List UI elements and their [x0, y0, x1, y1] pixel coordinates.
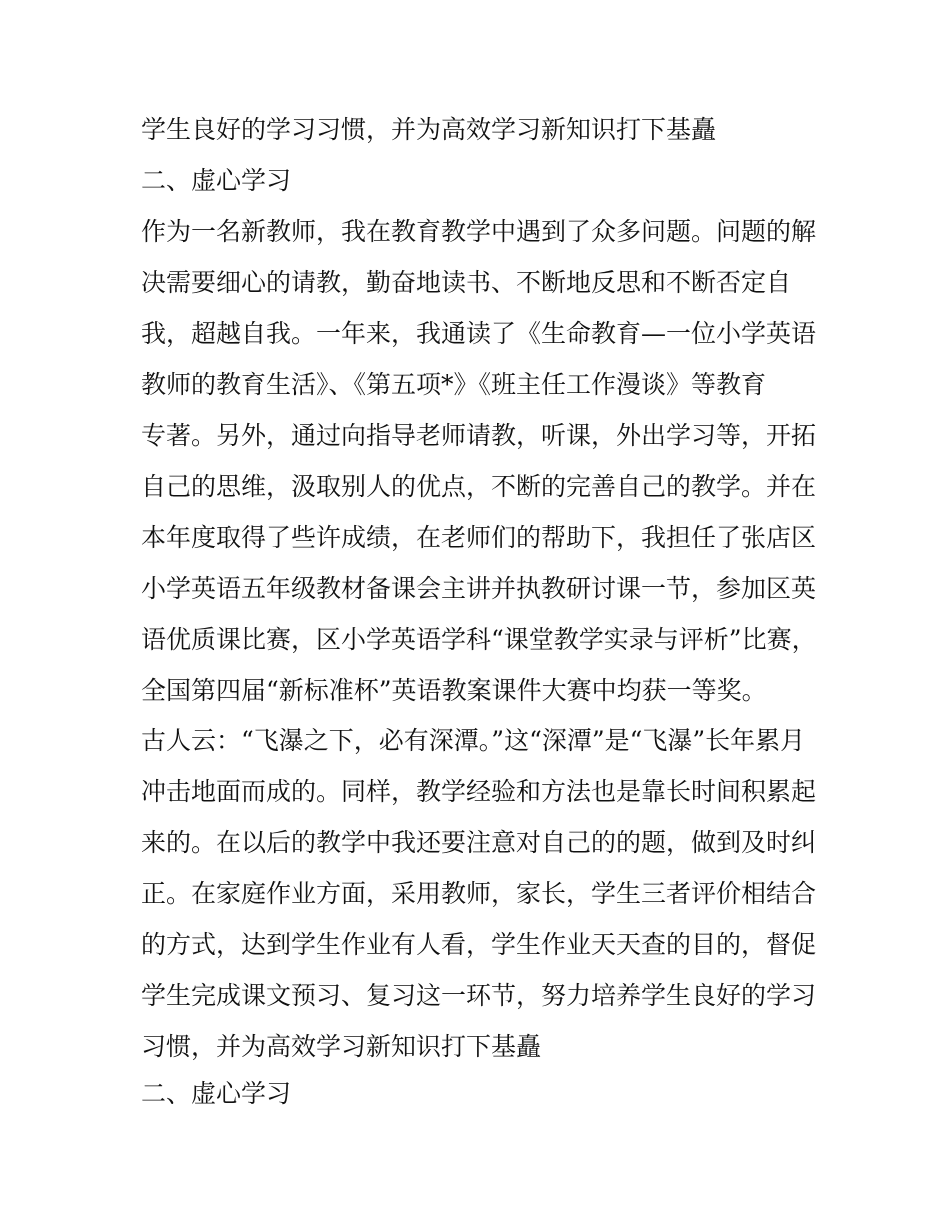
- text-line: 的方式，达到学生作业有人看，学生作业天天查的目的，督促: [141, 930, 817, 959]
- text-line: 决需要细心的请教，勤奋地读书、不断地反思和不断否定自: [141, 268, 792, 297]
- text-line: 教师的教育生活》、《第五项*》《班主任工作漫谈》等教育: [141, 370, 767, 399]
- text-line: 冲击地面而成的。同样，教学经验和方法也是靠长时间积累起: [141, 777, 817, 806]
- section-heading-block: [141, 1068, 821, 1119]
- text-line: 习惯，并为高效学习新知识打下基矗: [141, 1032, 542, 1061]
- text-line: 学生完成课文预习、复习这一环节，努力培养学生良好的学习: [141, 981, 817, 1010]
- text-line: 语优质课比赛，区小学英语学科“课堂教学实录与评析”比赛，: [141, 625, 817, 654]
- paragraph-study: [141, 206, 821, 716]
- text-line: 来的。在以后的教学中我还要注意对自己的的题，做到及时纠: [141, 828, 817, 857]
- text-line: 古人云：“飞瀑之下，必有深潭。”这“深潭”是“飞瀑”长年累月: [141, 726, 806, 755]
- text-line: 学生良好的学习习惯，并为高效学习新知识打下基矗: [141, 115, 717, 144]
- section-heading: 二、虚心学习: [141, 166, 292, 195]
- paragraph-tail: [141, 104, 821, 206]
- text-line: 自己的思维，汲取别人的优点，不断的完善自己的教学。并在: [141, 472, 817, 501]
- text-line: 正。在家庭作业方面，采用教师，家长，学生三者评价相结合: [141, 879, 817, 908]
- paragraph-quote: [141, 715, 821, 1072]
- text-line: 专著。另外，通过向指导老师请教，听课，外出学习等，开拓: [141, 421, 817, 450]
- text-line: 本年度取得了些许成绩，在老师们的帮助下，我担任了张店区: [141, 523, 817, 552]
- text-line: 我，超越自我。一年来，我通读了《生命教育—一位小学英语: [141, 319, 817, 348]
- text-line: 全国第四届“新标准杯”英语教案课件大赛中均获一等奖。: [141, 676, 767, 705]
- section-heading: 二、虚心学习: [141, 1079, 292, 1108]
- text-line: 作为一名新教师，我在教育教学中遇到了众多问题。问题的解: [141, 217, 817, 246]
- text-line: 小学英语五年级教材备课会主讲并执教研讨课一节，参加区英: [141, 574, 817, 603]
